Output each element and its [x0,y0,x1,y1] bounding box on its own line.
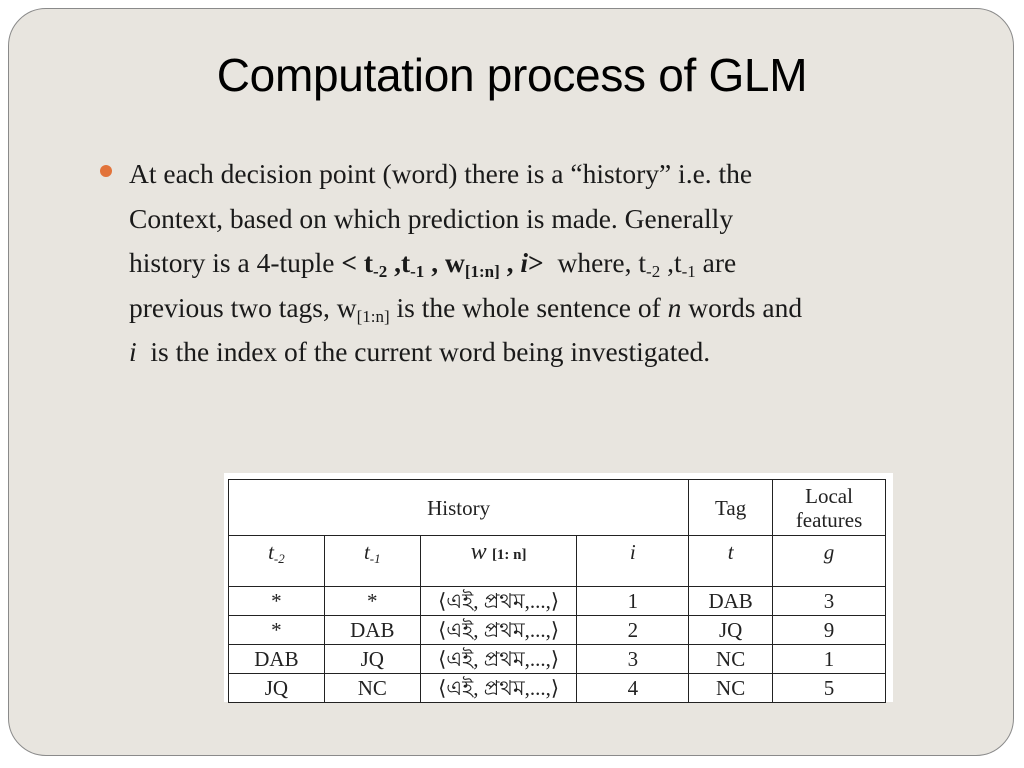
cell-i: 1 [577,587,689,616]
cell-tag: NC [689,674,773,703]
bullet-line-4 [129,286,959,331]
sym-t1-sub: -1 [369,551,381,566]
tuple-sub-3: [1:n] [464,262,500,281]
cell-g: 9 [773,616,886,645]
cell-tag: NC [689,645,773,674]
cell-i: 2 [577,616,689,645]
cell-w: ⟨এই, প্রথম,...,⟩ [420,587,577,616]
table-row [229,645,886,674]
cell-t2: * [229,616,325,645]
sym-t2 [229,536,325,587]
bullet-l4-n: n [667,291,682,323]
tuple-sub-1: -2 [373,262,388,281]
cell-i: 4 [577,674,689,703]
cell-g: 1 [773,645,886,674]
header-tag: Tag [689,480,773,536]
sym-t1-base: t [363,540,370,564]
sym-w-sub: [1: n] [491,547,527,563]
tuple-part-d: , [499,247,521,278]
cell-i: 3 [577,645,689,674]
cell-t2: JQ [229,674,325,703]
tuple-part-c: , w [424,247,465,278]
table-row [229,587,886,616]
cell-w: ⟨এই, প্রথম,...,⟩ [420,674,577,703]
sym-t1 [324,536,420,587]
table-symbol-row [229,536,886,587]
cell-tag: DAB [689,587,773,616]
cell-g: 3 [773,587,886,616]
where-sub-2: -1 [681,262,696,281]
tuple-i: i [520,247,529,278]
bullet-dot-icon [100,165,112,177]
header-features: features [795,507,863,532]
cell-w: ⟨এই, প্রথম,...,⟩ [420,645,577,674]
cell-w: ⟨এই, প্রথম,...,⟩ [420,616,577,645]
bullet-l5-i: i [129,336,137,367]
slide-title: Computation process of GLM [216,49,808,101]
bullet-l4-c: words and [681,291,803,323]
bullet-line-1: At each decision point (word) there is a “history” i.e. the [129,158,753,189]
sym-t2-sub: -2 [273,551,285,566]
header-local: Local [805,483,853,508]
sym-i: i [577,536,689,587]
header-history: History [229,480,689,536]
cell-g: 5 [773,674,886,703]
sym-w [420,536,577,587]
bullet-l4-sub: [1:n] [356,306,390,326]
where-part-b: ,t [660,247,682,278]
tuple-close: > [528,247,544,278]
bullet-line-5 [129,330,959,375]
bullet-l5-rest: is the index of the current word being investigated. [136,336,711,367]
cell-t1: JQ [324,645,420,674]
bullet-l4-a: previous two tags, w [129,291,357,323]
table-row [229,616,886,645]
table-header-row [229,480,886,536]
sym-t: t [689,536,773,587]
sym-t2-base: t [268,540,274,564]
cell-t2: DAB [229,645,325,674]
bullet-text [129,152,959,375]
history-tuple [341,247,544,281]
cell-t1: DAB [324,616,420,645]
where-end: are [695,247,737,278]
bullet-line-3 [129,241,959,286]
history-table-image [224,473,893,702]
cell-tag: JQ [689,616,773,645]
cell-t1: NC [324,674,420,703]
bullet-l4-b: is the whole sentence of [389,291,668,323]
tuple-part-b: ,t [387,247,411,278]
sym-g: g [773,536,886,587]
cell-t2: * [229,587,325,616]
bullet-l3-where: where, t [543,247,647,278]
header-local-features [773,480,886,536]
cell-t1: * [324,587,420,616]
where-sub-1: -2 [646,262,661,281]
sym-w-base: w [470,539,487,565]
bullet-line-2: Context, based on which prediction is made. Generally [129,202,734,234]
bullet-l3-text: history is a 4-tuple [129,247,342,278]
tuple-sub-2: -1 [410,262,425,281]
history-table [228,479,886,703]
tuple-open: < t [341,247,374,278]
table-row [229,674,886,703]
